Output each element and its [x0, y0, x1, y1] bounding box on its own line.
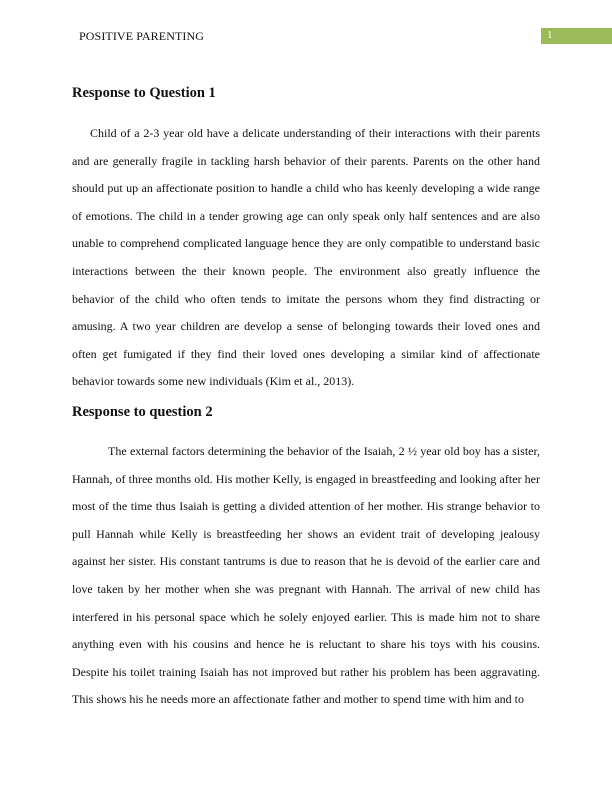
section-heading: Response to question 2: [72, 404, 213, 420]
page-number-badge: [541, 28, 612, 44]
running-head: POSITIVE PARENTING: [79, 29, 205, 43]
section-question-1: [72, 84, 540, 396]
body-paragraph: Child of a 2-3 year old have a delicate understanding of their interactions with their parents and are generally fragile in tackling harsh behavior of their parents. Parents on the other hand should put up an affectionate position to handle a child who has keenly developing a wide range of emotions. The child in a tender growing age can only speak only half sentences and are also unable to comprehend complicated language hence they are only compatible to understand basic interactions between the their known people. The environment also greatly influence the behavior of the child who often tends to imitate the persons whom they find distracting or amusing. A two year children are develop a sense of belonging towards their loved ones and often get fumigated if they find their loved ones developing a similar kind of affectionate behavior towards some new individuals (Kim et al., 2013).: [72, 126, 540, 389]
section-question-2: [72, 403, 540, 714]
body-paragraph: The external factors determining the behavior of the Isaiah, 2 ½ year old boy has a sister, Hannah, of three months old. His mother Kelly, is engaged in breastfeeding and looking after her most of the time thus Isaiah is getting a divided attention of her mother. His strange behavior to pull Hannah while Kelly is breastfeeding her shows an evident trait of developing jealousy against her sister. His constant tantrums is due to reason that he is devoid of the earlier care and love taken by her mother when she was pregnant with Hannah. The arrival of new child has interfered in his personal space which he solely enjoyed earlier. This is made him not to share anything even with his cousins and hence he is reluctant to share his toys with his cousins. Despite his toilet training Isaiah has not improved but rather his problem has been aggravating. This shows his he needs more an affectionate father and mother to spend time with him and to: [72, 444, 540, 707]
section-heading: Response to Question 1: [72, 85, 216, 101]
page-number: 1: [547, 29, 553, 41]
